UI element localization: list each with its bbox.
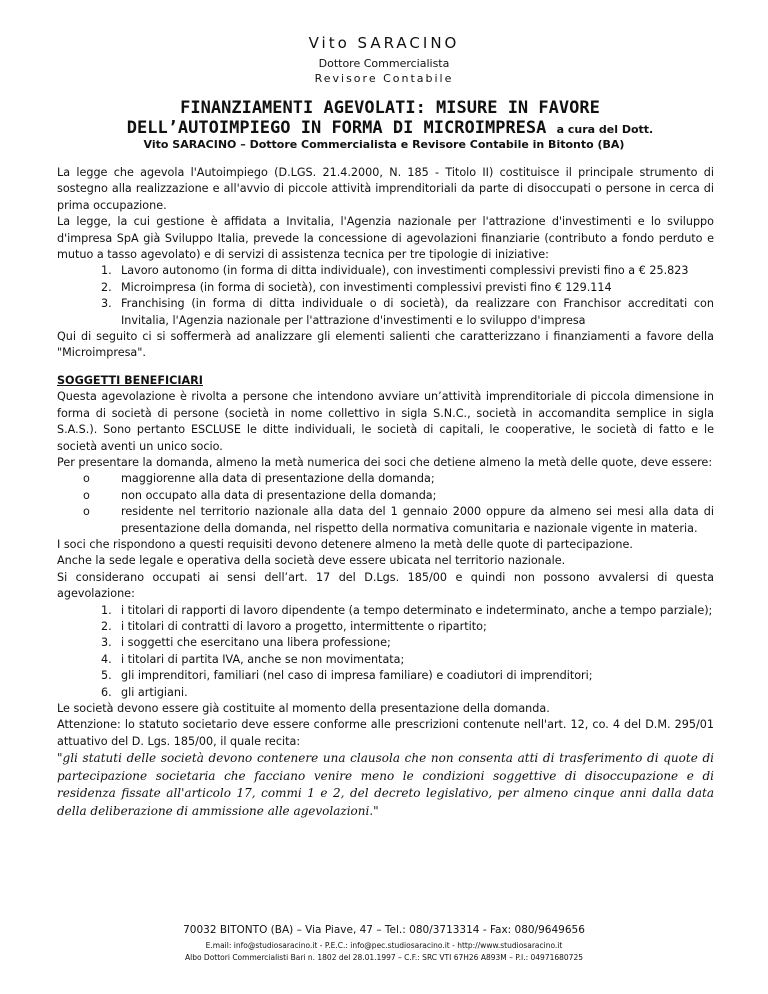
excluded-list [57, 603, 714, 701]
bullet-icon: o [83, 488, 90, 502]
beneficiari-paragraph-7: Attenzione: lo statuto societario deve essere conforme alle prescrizioni contenute nell'art. 12, co. 4 del D.M. 295/01 attuativo del D. Lgs. 185/00, il quale recita: [57, 718, 714, 748]
list-text: i soggetti che esercitano una libera professione; [121, 636, 391, 650]
bullet-text: maggiorenne alla data di presentazione della domanda; [121, 472, 435, 486]
list-text: i titolari di partita IVA, anche se non movimentata; [121, 652, 405, 666]
list-number: 4. [101, 652, 112, 666]
title-tail: a cura del Dott. [556, 123, 654, 136]
bullet-icon: o [83, 505, 90, 519]
list-item [57, 668, 714, 684]
initiatives-list [57, 263, 714, 329]
bullet-item [57, 488, 714, 504]
title-line-2-text: DELL’AUTOIMPIEGO IN FORMA DI MICROIMPRESA [126, 118, 547, 138]
document-body [57, 165, 714, 820]
footer-contacts: E.mail: info@studiosaracino.it - P.E.C.: info@pec.studiosaracino.it - http://www.studiosaracino.it [205, 941, 563, 950]
list-number: 6. [101, 685, 112, 699]
document-subtitle: Vito SARACINO – Dottore Commercialista e Revisore Contabile in Bitonto (BA) [143, 138, 625, 151]
list-number: 5. [101, 669, 112, 683]
list-text: Microimpresa (in forma di società), con investimenti complessivi previsti fino € 129.114 [121, 280, 612, 294]
beneficiari-paragraph-3: I soci che rispondono a questi requisiti devono detenere almeno la metà delle quote di partecipazione. [57, 537, 633, 551]
list-item [57, 296, 714, 329]
list-text: Lavoro autonomo (in forma di ditta individuale), con investimenti complessivi previsti fino a € 25.823 [121, 264, 689, 278]
list-number: 2. [101, 280, 112, 294]
list-item [57, 635, 714, 651]
bullet-item [57, 504, 714, 537]
bullet-text: residente nel territorio nazionale alla data del 1 gennaio 2000 oppure da almeno sei mesi alla data di presentazione della domanda, nel rispetto della normativa comunitaria e nazionale vigente in materia. [121, 505, 714, 535]
section-heading: SOGGETTI BENEFICIARI [57, 373, 203, 387]
statute-quote: "gli statuti delle società devono contenere una clausola che non consenta atti di trasferimento di quote di partecipazione societaria che facciano venire meno le condizioni soggettive di disoccupazione e di residenza fissate all'articolo 17, commi 1 e 2, del decreto legislativo, per almeno cinque anni dalla data della deliberazione di ammissione alle agevolazioni." [57, 751, 714, 818]
intro-paragraph-3: Qui di seguito ci si soffermerà ad analizzare gli elementi salienti che caratterizzano i finanziamenti a favore della "Microimpresa". [57, 330, 714, 360]
footer-address: 70032 BITONTO (BA) – Via Piave, 47 – Tel.: 080/3713314 - Fax: 080/9649656 [183, 924, 585, 936]
beneficiari-paragraph-4: Anche la sede legale e operativa della società deve essere ubicata nel territorio nazionale. [57, 554, 566, 568]
intro-paragraph-2: La legge, la cui gestione è affidata a Invitalia, l'Agenzia nazionale per l'attrazione d'investimenti e lo sviluppo d'impresa SpA già Sviluppo Italia, prevede la concessione di agevolazioni finanziarie (contributo a fondo perduto e mutuo a tasso agevolato) e di servizi di assistenza tecnica per tre tipologie di iniziative: [57, 215, 714, 262]
letterhead-footer [0, 924, 768, 964]
list-text: i titolari di rapporti di lavoro dipendente (a tempo determinato e indeterminato, anche a tempo parziale); [121, 603, 713, 617]
bullet-text: non occupato alla data di presentazione della domanda; [121, 488, 437, 502]
title-line-1: FINANZIAMENTI AGEVOLATI: MISURE IN FAVORE [180, 98, 600, 118]
letterhead-title: Dottore Commercialista [318, 57, 450, 70]
title-line-2 [60, 118, 720, 140]
list-text: gli artigiani. [121, 685, 188, 699]
letterhead-name: Vito SARACINO [308, 34, 460, 52]
letterhead-subtitle: Revisore Contabile [314, 72, 454, 85]
beneficiari-paragraph-1: Questa agevolazione è rivolta a persone che intendono avviare un’attività imprenditoriale di piccola dimensione in forma di società di persone (società in nome collettivo in sigla S.N.C., società in accomandita semplice in sigla S.A.S.). Sono pertanto ESCLUSE le ditte individuali, le società di capitali, le cooperative, le società di fatto e le società aventi un unico socio. [57, 390, 714, 453]
document-title [60, 98, 720, 140]
list-item [57, 603, 714, 619]
list-text: gli imprenditori, familiari (nel caso di impresa familiare) e coadiutori di imprenditori; [121, 669, 593, 683]
list-number: 1. [101, 603, 112, 617]
list-item [57, 263, 714, 279]
list-item [57, 619, 714, 635]
list-number: 3. [101, 297, 112, 311]
list-number: 1. [101, 264, 112, 278]
beneficiari-paragraph-2: Per presentare la domanda, almeno la metà numerica dei soci che detiene almeno la metà delle quote, deve essere: [57, 455, 713, 469]
list-item [57, 280, 714, 296]
footer-registration: Albo Dottori Commercialisti Bari n. 1802 del 28.01.1997 – C.F.: SRC VTI 67H26 A893M – P.I.: 04971680725 [184, 953, 583, 962]
list-item [57, 652, 714, 668]
requirements-list [57, 471, 714, 537]
intro-paragraph-1: La legge che agevola l'Autoimpiego (D.LGS. 21.4.2000, N. 185 - Titolo II) costituisce il principale strumento di sostegno alla realizzazione e all'avvio di piccole attività imprenditoriali da parte di disoccupati o persone in cerca di prima occupazione. [57, 166, 714, 212]
beneficiari-paragraph-6: Le società devono essere già costituite al momento della presentazione della domanda. [57, 702, 550, 715]
list-number: 2. [101, 619, 112, 633]
bullet-item [57, 471, 714, 487]
list-text: i titolari di contratti di lavoro a progetto, intermittente o ripartito; [121, 619, 487, 633]
list-text: Franchising (in forma di ditta individuale o di società), da realizzare con Franchisor accreditati con Invitalia, l'Agenzia nazionale per l'attrazione d'investimenti e lo sviluppo d'impresa [121, 297, 714, 327]
list-number: 3. [101, 636, 112, 650]
beneficiari-paragraph-5: Si considerano occupati ai sensi dell’art. 17 del D.Lgs. 185/00 e quindi non possono avvalersi di questa agevolazione: [57, 570, 714, 601]
bullet-icon: o [83, 472, 90, 486]
list-item [57, 685, 714, 701]
